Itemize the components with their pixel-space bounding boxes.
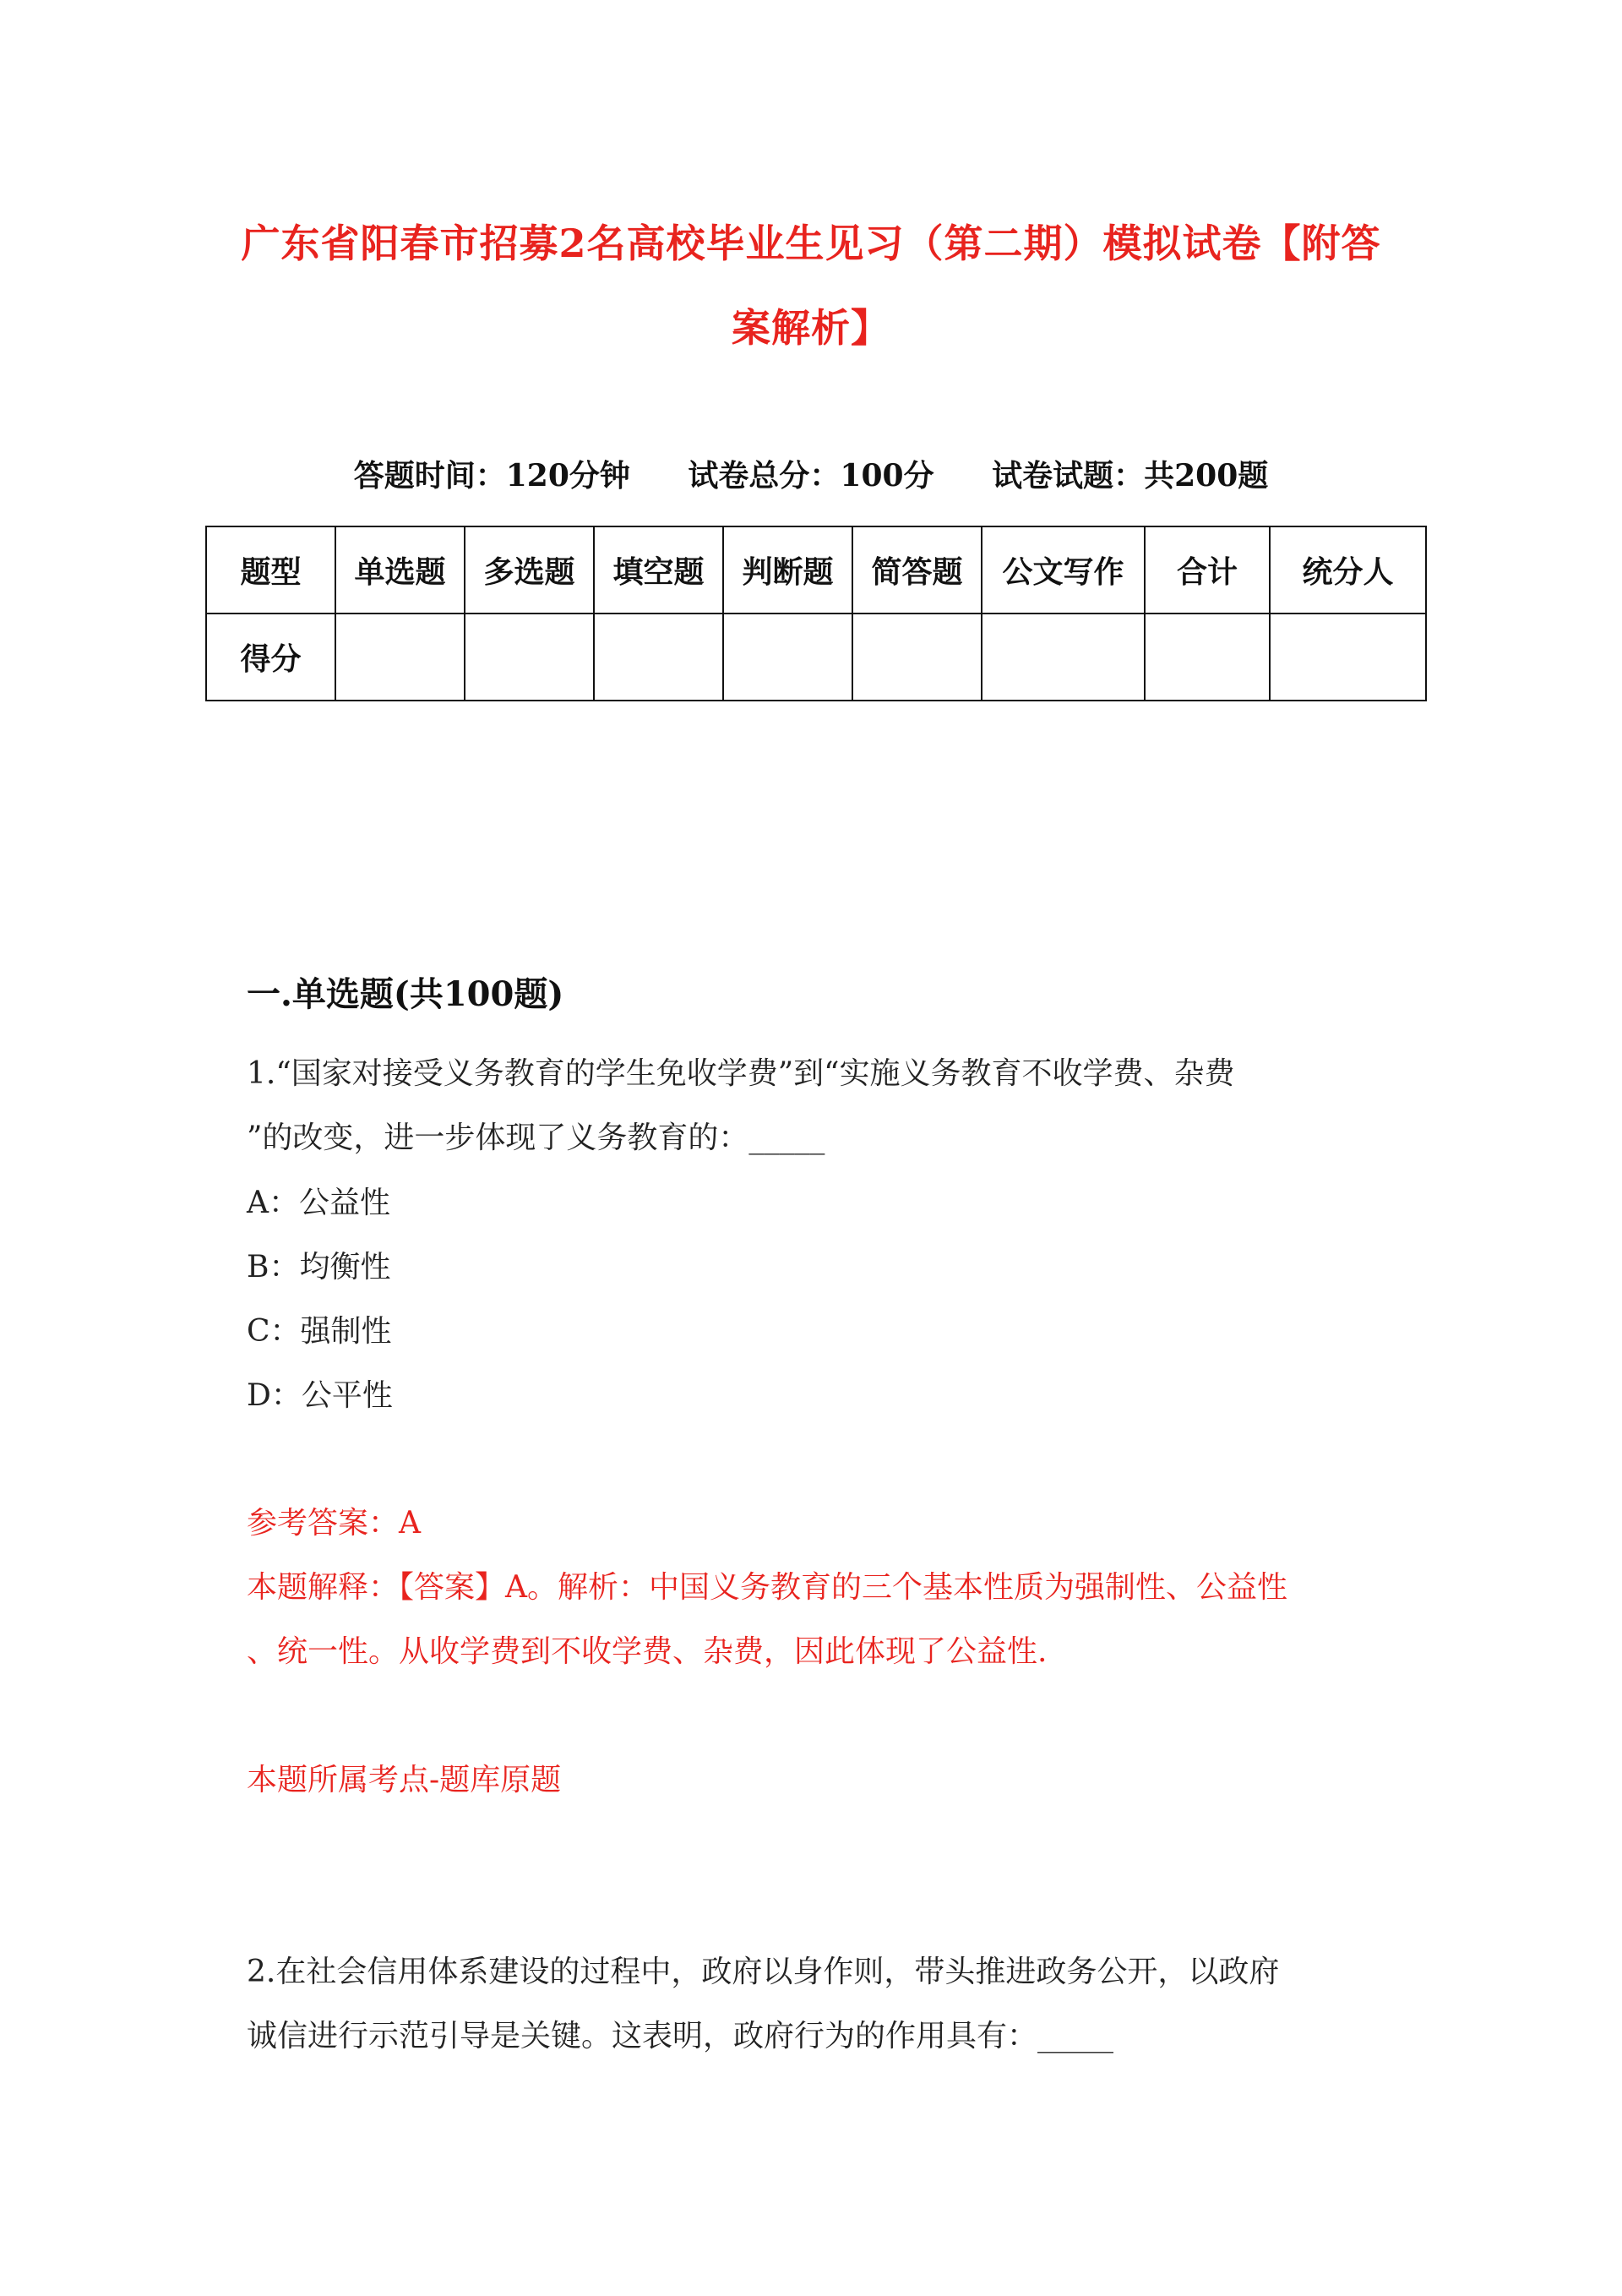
score-table-header-row <box>206 526 1426 614</box>
exam-time: 答题时间：120分钟 <box>353 458 630 494</box>
question-2-text-line-1: 2.在社会信用体系建设的过程中，政府以身作则，带头推进政务公开，以政府 <box>247 1955 1280 1989</box>
header-cell-short-answer: 简答题 <box>852 526 982 614</box>
header-cell-fill-blank: 填空题 <box>594 526 723 614</box>
header-cell-total: 合计 <box>1145 526 1270 614</box>
question-1-option-a: A：公益性 <box>247 1186 390 1220</box>
score-cell <box>1145 614 1270 701</box>
score-row-label: 得分 <box>206 614 335 701</box>
exam-info <box>0 452 1622 495</box>
header-cell-type: 题型 <box>206 526 335 614</box>
question-1-text-line-1: 1.“国家对接受义务教育的学生免收学费”到“实施义务教育不收学费、杂费 <box>247 1056 1235 1091</box>
question-1-option-c: C：强制性 <box>247 1314 392 1349</box>
score-cell <box>594 614 723 701</box>
score-cell <box>335 614 465 701</box>
header-cell-multiple-choice: 多选题 <box>465 526 594 614</box>
question-1-explanation-line-1: 本题解释：【答案】A。解析：中国义务教育的三个基本性质为强制性、公益性 <box>247 1570 1287 1605</box>
question-1-explanation-line-2: 、统一性。从收学费到不收学费、杂费，因此体现了公益性. <box>247 1634 1048 1669</box>
score-table-score-row <box>206 614 1426 701</box>
question-1-option-d: D：公平性 <box>247 1378 393 1413</box>
question-1-answer: 参考答案：A <box>247 1506 421 1541</box>
header-cell-single-choice: 单选题 <box>335 526 465 614</box>
header-cell-scorer: 统分人 <box>1270 526 1426 614</box>
question-2-text-line-2: 诚信进行示范引导是关键。这表明，政府行为的作用具有：_____ <box>247 2019 1114 2053</box>
question-1-option-b: B：均衡性 <box>247 1250 391 1284</box>
header-cell-official-writing: 公文写作 <box>982 526 1145 614</box>
score-cell <box>723 614 852 701</box>
header-cell-true-false: 判断题 <box>723 526 852 614</box>
score-cell <box>852 614 982 701</box>
score-cell <box>982 614 1145 701</box>
question-1-source: 本题所属考点-题库原题 <box>247 1763 562 1797</box>
score-cell <box>1270 614 1426 701</box>
section-heading: 一.单选题(共100题) <box>247 974 564 1014</box>
score-cell <box>465 614 594 701</box>
score-table <box>205 526 1427 701</box>
question-1-text-line-2: ”的改变，进一步体现了义务教育的：_____ <box>247 1121 825 1155</box>
title-line-1: 广东省阳春市招募2名高校毕业生见习（第二期）模拟试卷【附答 <box>241 221 1381 266</box>
exam-question-count: 试卷试题：共200题 <box>992 458 1269 494</box>
title-line-2: 案解析】 <box>732 305 890 351</box>
exam-total-score: 试卷总分：100分 <box>688 458 934 494</box>
